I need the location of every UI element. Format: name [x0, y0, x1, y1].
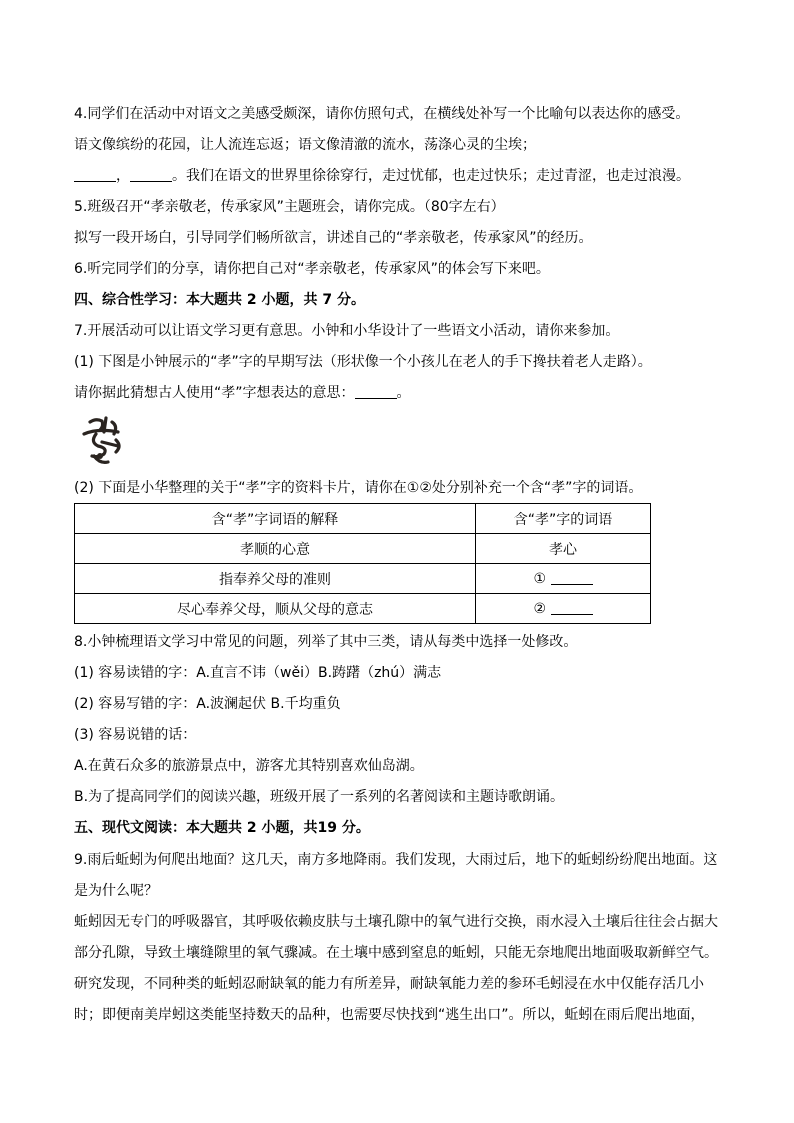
q4-example: 语文像缤纷的花园，让人流连忘返；语文像清澈的流水，荡涤心灵的尘埃；	[74, 137, 536, 153]
q7-ask-end: 。	[396, 385, 411, 401]
q8-part2: (2) 容易写错的字：A.波澜起伏 B.千均重负	[74, 696, 341, 712]
q8-option-a: A.在黄石众多的旅游景点中，游客尤其特别喜欢仙岛湖。	[74, 758, 424, 774]
q8-option-b: B.为了提高同学们的阅读兴趣，班级开展了一系列的名著阅读和主题诗歌朗诵。	[74, 789, 565, 805]
table-answer-cell	[476, 564, 651, 594]
q7-part1-ask	[74, 383, 734, 403]
q4-prompt: 4.同学们在活动中对语文之美感受颇深，请你仿照句式，在横线处补写一个比喻句以表达你的感受。	[74, 106, 690, 122]
q9-line-4: 部分孔隙，导致土壤缝隙里的氧气骤减。在土壤中感到窒息的蚯蚓，只能无奈地爬出地面吸取新鲜空气。	[74, 945, 718, 961]
table-header: 含“孝”字的词语	[476, 504, 651, 534]
table-blank-2[interactable]	[551, 600, 593, 615]
table-cell: 指奉养父母的准则	[75, 564, 476, 594]
table-answer-cell	[476, 594, 651, 624]
q5-task: 拟写一段开场白，引导同学们畅所欲言，讲述自己的“孝亲敬老，传承家风”的经历。	[74, 230, 593, 246]
q7-part2: (2) 下面是小华整理的关于“孝”字的资料卡片，请你在①②处分别补充一个含“孝”字的词语。	[74, 480, 643, 496]
q9-line-6: 时；即便南美岸蚓这类能坚持数天的品种，也需要尽快找到“逃生出口”。所以，蚯蚓在雨后爬出地面，	[74, 1007, 705, 1023]
section4-title: 四、综合性学习：本大题共 2 小题，共 7 分。	[74, 292, 365, 308]
q4-tail: 。我们在语文的世界里徐徐穿行，走过忧郁，也走过快乐；走过青涩，也走过浪漫。	[172, 168, 690, 184]
q8-part1: (1) 容易读错的字：A.直言不讳（wěi）B.踌躇（zhú）满志	[74, 665, 442, 681]
table-header: 含“孝”字词语的解释	[75, 504, 476, 534]
q9-line-1: 9.雨后蚯蚓为何爬出地面？这几天，南方多地降雨。我们发现，大雨过后，地下的蚯蚓纷纷爬出地面。这	[74, 852, 718, 868]
q9-line-5: 研究发现，不同种类的蚯蚓忍耐缺氧的能力有所差异，耐缺氧能力差的参环毛蚓浸在水中仅能存活几小	[74, 976, 704, 992]
xiao-data-card-table	[74, 503, 651, 624]
q9-line-3: 蚯蚓因无专门的呼吸器官，其呼吸依赖皮肤与土壤孔隙中的氧气进行交换，雨水浸入土壤后往往会占据大	[74, 914, 718, 930]
table-row	[75, 594, 651, 624]
q7-part1: (1) 下图是小钟展示的“孝”字的早期写法（形状像一个小孩儿在老人的手下搀扶着老人走路）。	[74, 354, 652, 370]
q7-prompt: 7.开展活动可以让语文学习更有意思。小钟和小华设计了一些语文小活动，请你来参加。	[74, 323, 620, 339]
q4-blank-1[interactable]	[74, 167, 116, 182]
q5-prompt: 5.班级召开“孝亲敬老，传承家风”主题班会，请你完成。（80字左右）	[74, 199, 505, 215]
table-header-row	[75, 504, 651, 534]
table-row	[75, 564, 651, 594]
table-blank-1[interactable]	[551, 570, 593, 585]
section5-title: 五、现代文阅读：本大题共 2 小题，共19 分。	[74, 820, 370, 836]
q7-blank[interactable]	[355, 384, 397, 399]
q9-line-2: 是为什么呢？	[74, 883, 158, 899]
q4-answer-line	[74, 166, 734, 186]
answer-marker-1: ①	[533, 571, 547, 587]
ancient-xiao-character-image	[74, 412, 130, 468]
table-cell: 尽心奉养父母，顺从父母的意志	[75, 594, 476, 624]
q4-sep: ，	[116, 168, 130, 184]
q7-ask-text: 请你据此猜想古人使用“孝”字想表达的意思：	[74, 385, 355, 401]
table-cell: 孝心	[476, 534, 651, 564]
q8-part3: (3) 容易说错的话：	[74, 727, 197, 743]
q6-prompt: 6.听完同学们的分享，请你把自己对“孝亲敬老，传承家风”的体会写下来吧。	[74, 261, 550, 277]
q8-prompt: 8.小钟梳理语文学习中常见的问题，列举了其中三类，请从每类中选择一处修改。	[74, 634, 578, 650]
table-row	[75, 534, 651, 564]
q4-blank-2[interactable]	[130, 167, 172, 182]
answer-marker-2: ②	[533, 601, 547, 617]
table-cell: 孝顺的心意	[75, 534, 476, 564]
